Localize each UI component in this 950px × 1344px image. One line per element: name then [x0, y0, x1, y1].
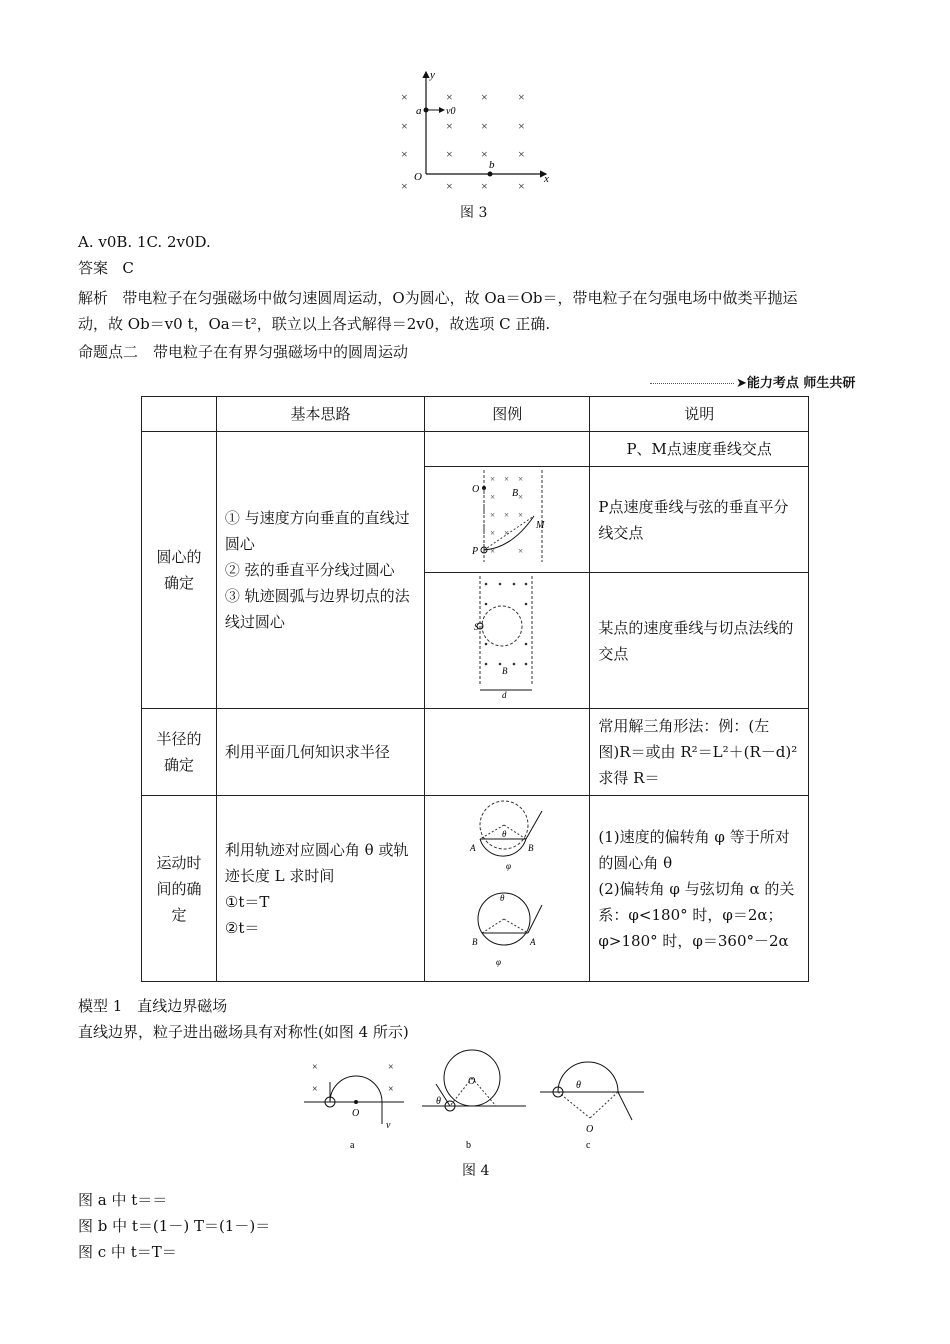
table-row [142, 432, 809, 467]
figure-cell-radius-empty [425, 709, 590, 796]
figure-4-diagram [300, 1048, 650, 1152]
label-v0: v0 [446, 106, 456, 117]
svg-text:×: × [312, 1062, 318, 1073]
svg-text:θ: θ [500, 892, 505, 903]
figure-4-caption: 图 4 [462, 1163, 490, 1179]
radius-note: 常用解三角形法：例：(左图)R＝或由 R²＝L²＋(R－d)²求得 R＝ [590, 709, 809, 796]
svg-text:θ: θ [436, 1096, 441, 1107]
svg-text:×: × [490, 473, 496, 484]
svg-text:×: × [490, 527, 496, 538]
svg-text:S: S [474, 621, 479, 632]
model-description: 直线边界，粒子进出磁场具有对称性(如图 4 所示) [78, 1023, 409, 1041]
label-O: O [414, 171, 422, 183]
figure-3 [396, 68, 556, 221]
svg-text:×: × [518, 545, 524, 556]
label-y: y [430, 69, 435, 81]
svg-text:v: v [386, 1120, 391, 1131]
svg-text:×: × [481, 147, 488, 161]
svg-text:×: × [518, 509, 524, 520]
svg-text:θ: θ [576, 1080, 581, 1091]
diagram-perpendicular-bisector [462, 468, 552, 564]
figure-cell-empty [425, 432, 590, 467]
svg-text:P: P [472, 545, 479, 557]
time-ideas [216, 796, 424, 982]
formula-c: 图 c 中 t＝T＝ [78, 1243, 177, 1261]
time-notes [590, 796, 809, 982]
idea-2: ② 弦的垂直平分线过圆心 [224, 561, 395, 579]
svg-text:×: × [490, 491, 496, 502]
row-label-time: 运动时间的确定 [142, 796, 217, 982]
svg-text:×: × [481, 90, 488, 104]
header-note: 说明 [590, 397, 809, 432]
svg-text:×: × [388, 1062, 394, 1073]
formula-b: 图 b 中 t＝(1－) T＝(1－)＝ [78, 1217, 271, 1235]
svg-text:φ: φ [496, 956, 502, 967]
time-note-1: (1)速度的偏转角 φ 等于所对的圆心角 θ [598, 827, 790, 872]
svg-text:×: × [518, 491, 524, 502]
svg-text:×: × [446, 119, 453, 133]
svg-text:×: × [504, 509, 510, 520]
model-title: 模型 1 直线边界磁场 [78, 997, 228, 1015]
time-idea-3: ②t＝ [224, 918, 260, 937]
label-b: b [489, 159, 495, 171]
answer-line [78, 257, 134, 279]
topic-banner: ➤能力考点 师生共研 [650, 372, 855, 391]
diagram-tangent-normal [472, 574, 542, 700]
svg-text:B: B [528, 842, 534, 853]
label-a: a [416, 105, 422, 117]
answer-options: A. v0B. 1C. 2v0D. [78, 233, 211, 251]
row-label-center: 圆心的确定 [142, 432, 217, 709]
header-cell-empty [142, 397, 217, 432]
svg-text:×: × [401, 119, 408, 133]
svg-text:B: B [502, 665, 508, 676]
fig4-label-b: b [466, 1140, 471, 1151]
svg-text:×: × [401, 179, 408, 193]
svg-text:×: × [312, 1084, 318, 1095]
figure-3-diagram [396, 68, 556, 198]
banner-leader [650, 383, 734, 384]
svg-text:×: × [388, 1084, 394, 1095]
svg-text:×: × [518, 473, 524, 484]
svg-text:×: × [518, 179, 525, 193]
fig4-label-a: a [350, 1140, 355, 1151]
diagram-deflection-angle [462, 797, 552, 973]
table-header-row [142, 397, 809, 432]
method-table [141, 396, 809, 982]
answer-value: C [122, 259, 134, 277]
answer-label: 答案 [78, 259, 109, 277]
svg-text:A: A [530, 936, 536, 947]
note-p-chord: P点速度垂线与弦的垂直平分线交点 [590, 467, 809, 573]
svg-text:×: × [446, 147, 453, 161]
svg-text:O: O [468, 1076, 476, 1087]
figure-cell-time [425, 796, 590, 982]
svg-text:×: × [490, 509, 496, 520]
svg-text:M: M [536, 519, 545, 531]
svg-text:O: O [586, 1124, 594, 1135]
svg-text:×: × [518, 90, 525, 104]
time-idea-1: 利用轨迹对应圆心角 θ 或轨迹长度 L 求时间 [224, 840, 409, 885]
row-label-radius: 半径的确定 [142, 709, 217, 796]
svg-text:×: × [504, 527, 510, 538]
svg-text:B: B [472, 936, 478, 947]
time-note-2: (2)偏转角 φ 与弦切角 α 的关系：φ<180° 时，φ＝2α；φ>180° 时，φ＝360°－2α [598, 879, 795, 950]
table-row [142, 796, 809, 982]
figure-cell-tangent [425, 573, 590, 709]
figure-4 [300, 1048, 650, 1179]
idea-3: ③ 轨迹圆弧与边界切点的法线过圆心 [224, 587, 410, 631]
svg-text:×: × [481, 179, 488, 193]
note-tangent: 某点的速度垂线与切点法线的交点 [590, 573, 809, 709]
idea-1: ① 与速度方向垂直的直线过圆心 [224, 509, 410, 553]
fig4-label-c: c [586, 1140, 591, 1151]
time-idea-2: ①t＝T [224, 892, 270, 911]
analysis-text-1: 带电粒子在匀强磁场中做匀速圆周运动，O为圆心，故 Oa＝Ob＝，带电粒子在匀强电场中做类平抛运 [122, 289, 798, 307]
svg-text:×: × [446, 90, 453, 104]
svg-text:×: × [481, 119, 488, 133]
svg-text:θ: θ [502, 828, 507, 839]
svg-text:×: × [446, 179, 453, 193]
svg-text:B: B [512, 487, 519, 499]
svg-text:A: A [470, 842, 476, 853]
radius-idea: 利用平面几何知识求半径 [216, 709, 424, 796]
label-x: x [544, 173, 549, 185]
header-idea: 基本思路 [216, 397, 424, 432]
note-pm: P、M点速度垂线交点 [590, 432, 809, 467]
svg-text:×: × [518, 147, 525, 161]
svg-text:φ: φ [506, 860, 512, 871]
figure-3-caption: 图 3 [460, 205, 488, 221]
svg-text:d: d [502, 689, 507, 700]
svg-text:O: O [352, 1108, 360, 1119]
analysis-line-2: 动，故 Ob＝v0 t，Oa＝t²，联立以上各式解得＝2v0，故选项 C 正确. [78, 315, 551, 333]
svg-text:×: × [401, 90, 408, 104]
center-ideas [216, 432, 424, 709]
point-b [488, 172, 493, 177]
analysis-label: 解析 [78, 289, 109, 307]
svg-text:×: × [490, 545, 496, 556]
svg-text:×: × [401, 147, 408, 161]
analysis-line-1 [78, 287, 798, 309]
svg-text:O: O [472, 483, 480, 495]
section-title: 命题点二 带电粒子在有界匀强磁场中的圆周运动 [78, 343, 409, 361]
figure-cell-p-chord [425, 467, 590, 573]
table-row [142, 709, 809, 796]
svg-text:×: × [504, 473, 510, 484]
banner-text: 能力考点 师生共研 [746, 376, 856, 391]
formula-a: 图 a 中 t＝＝ [78, 1191, 168, 1209]
svg-text:×: × [518, 119, 525, 133]
header-figure: 图例 [425, 397, 590, 432]
